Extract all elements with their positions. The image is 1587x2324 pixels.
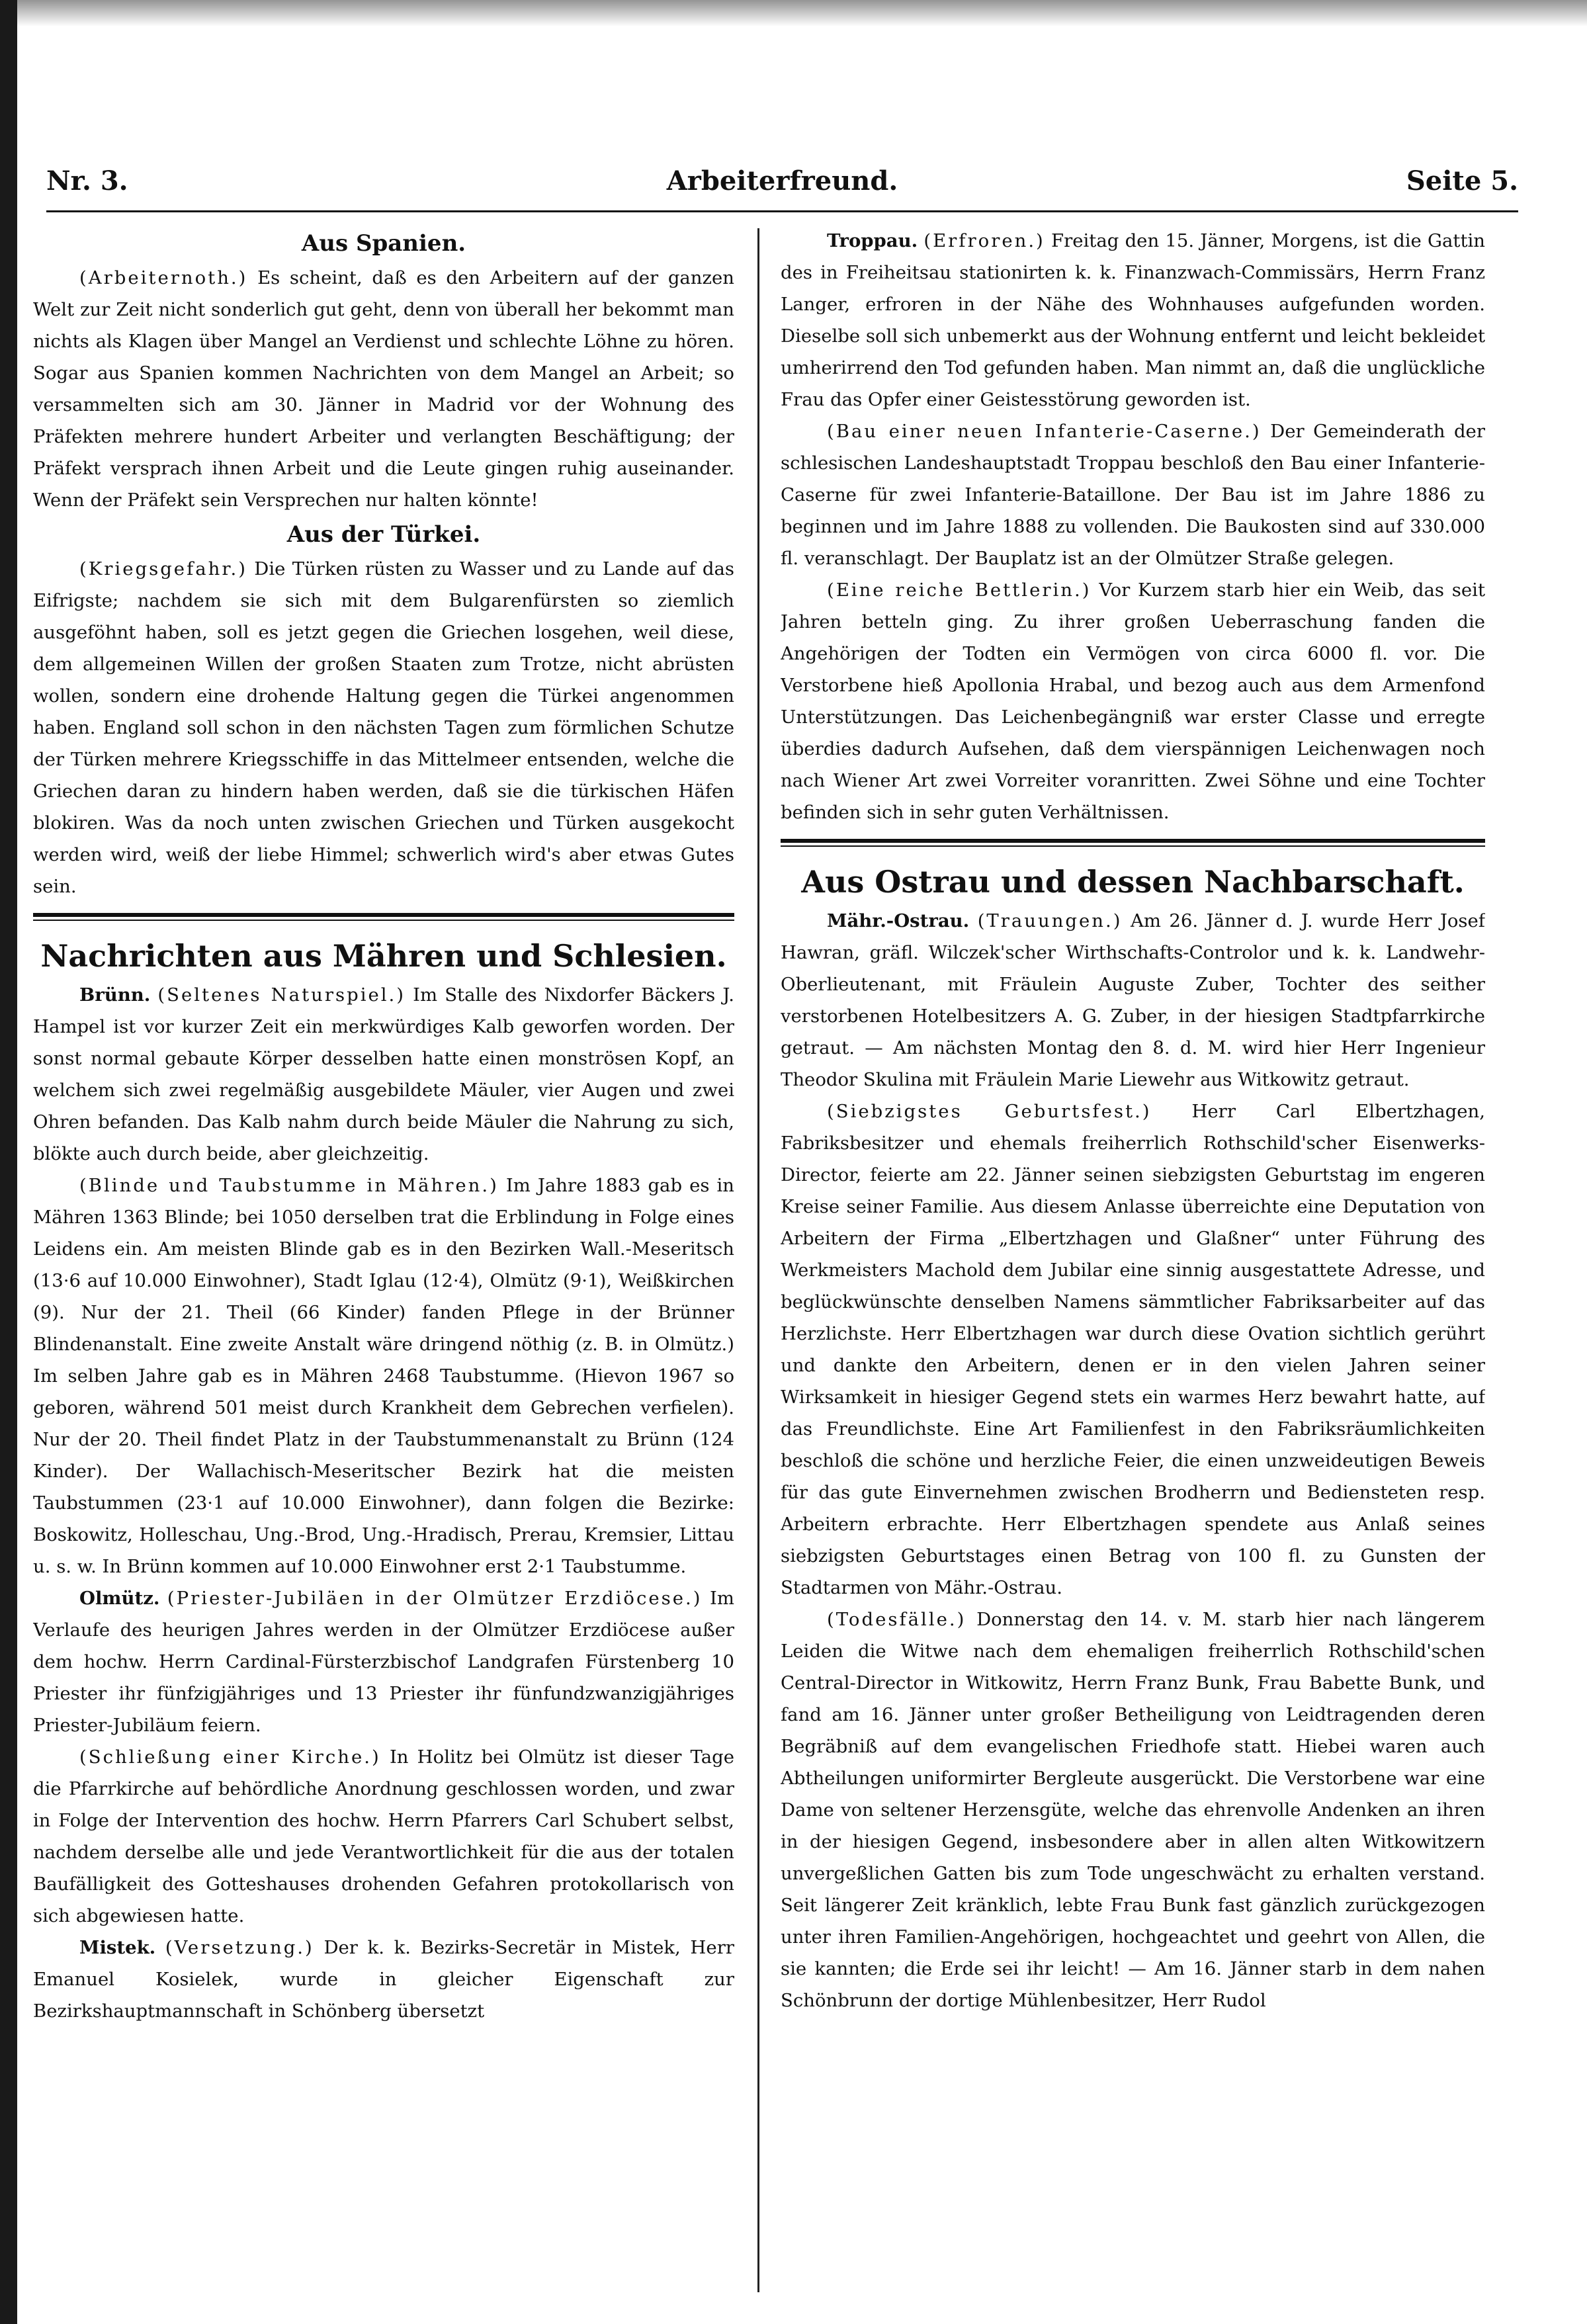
article-head: (Blinde und Taubstumme in Mähren.) [79, 1175, 499, 1196]
article-text: Es scheint, daß es den Arbeitern auf der ganzen Welt zur Zeit nicht sonderlich gut geht, denn von überall her bekommt man nichts als Klagen über Mangel an Verdienst und schlechte Löhne zu hören. Sogar aus Spanien kommen Nachrichten von dem Mangel an Arbeit; so versammelten sich am 30. Jänner in Madrid vor der Wohnung des Präfekten mehrere hundert Arbeiter und verlangten Beschäftigung; der Präfekt versprach ihnen Arbeit und die Leute gingen ruhig auseinander. Wenn der Präfekt sein Versprechen nur halten könnte! [33, 267, 734, 511]
article-head: (Schließung einer Kirche.) [79, 1746, 381, 1768]
article-mistek [33, 1932, 734, 2027]
section-title-spain: Aus Spanien. [301, 230, 466, 257]
page-number: Seite 5. [1406, 165, 1518, 196]
place-name: Brünn. [79, 984, 151, 1006]
article-text: Vor Kurzem starb hier ein Weib, das seit Jahren betteln ging. Zu ihrer großen Ueberraschung fanden die Angehörigen der Todten ein Vermögen von circa 6000 fl. vor. Die Verstorbene hieß Apollonia Hrabal, und bezog auch aus dem Armenfond Unterstützungen. Das Leichenbegängniß war erster Classe und erregte überdies dadurch Aufsehen, daß dem vierspännigen Leichenwagen noch nach Wiener Art zwei Vorreiter voranritten. Zwei Söhne und eine Tochter befinden sich in sehr guten Verhältnissen. [781, 580, 1485, 823]
article-ostrau-weddings [781, 905, 1485, 1096]
article-head: (Seltenes Naturspiel.) [157, 984, 406, 1006]
article-text: Im Jahre 1883 gab es in Mähren 1363 Blinde; bei 1050 derselben trat die Erblindung in Folge eines Leidens ein. Am meisten Blinde gab es in den Bezirken Wall.-Meseritsch (13·6 auf 10.000 Einwohner), Stadt Iglau (12·4), Olmütz (9·1), Weißkirchen (9). Nur der 21. Theil (66 Kinder) fanden Pflege in der Brünner Blindenanstalt. Eine zweite Anstalt wäre dringend nöthig (z. B. in Olmütz.) Im selben Jahre gab es in Mähren 2468 Taubstumme. (Hievon 1967 so geboren, während 501 meist durch Krankheit dem Gebrechen verfielen). Nur der 20. Theil findet Platz in der Taubstummenanstalt zu Brünn (124 Kinder). Der Wallachisch-Meseritscher Bezirk hat die meisten Taubstummen (23·1 auf 10.000 Einwohner), dann folgen die Bezirke: Boskowitz, Holleschau, Ung.-Brod, Ung.-Hradisch, Prerau, Kremsier, Littau u. s. w. In Brünn kommen auf 10.000 Einwohner erst 2·1 Taubstumme. [33, 1175, 734, 1577]
article-text: In Holitz bei Olmütz ist dieser Tage die Pfarrkirche auf behördliche Anordnung geschlossen worden, und zwar in Folge der Intervention des hochw. Herrn Pfarrers Carl Schubert selbst, nachdem derselbe alle und jede Verantwortlichkeit für die aus der totalen Baufälligkeit des Gotteshauses drohenden Gefahren protokollarisch von sich abgewiesen hatte. [33, 1746, 734, 1926]
article-head: (Eine reiche Bettlerin.) [827, 580, 1092, 601]
article-head: (Bau einer neuen Infanterie-Caserne.) [827, 421, 1262, 442]
scan-top-edge [0, 0, 1587, 26]
article-troppau-beggar [781, 574, 1485, 828]
article-text: Am 26. Jänner d. J. wurde Herr Josef Hawran, gräfl. Wilczek'scher Wirthschafts-Controlor und k. k. Landwehr-Oberlieutenant, mit Fräulein Auguste Zuber, Tochter des seither verstorbenen Hotelbesitzers A. G. Zuber, in der hiesigen Stadtpfarrkirche getraut. — Am nächsten Montag den 8. d. M. wird hier Herr Ingenieur Theodor Skulina mit Fräulein Marie Liewehr aus Witkowitz getraut. [781, 910, 1485, 1090]
article-olmuetz-church [33, 1741, 734, 1932]
article-head: (Versetzung.) [165, 1937, 314, 1958]
article-text: Freitag den 15. Jänner, Morgens, ist die Gattin des in Freiheitsau stationirten k. k. Finanzwach-Commissärs, Herrn Franz Langer, erfroren in der Nähe des Wohnhauses aufgefunden worden. Dieselbe soll sich unbemerkt aus der Wohnung entfernt und leicht bekleidet umherirrend den Tod gefunden haben. Man nimmt an, daß die unglückliche Frau das Opfer einer Geistesstörung geworden ist. [781, 230, 1485, 410]
article-head: (Todesfälle.) [827, 1609, 966, 1630]
paper-title: Arbeiterfreund. [666, 165, 898, 196]
article-turkey [33, 553, 734, 902]
page-header [46, 165, 1518, 205]
article-text: Herr Carl Elbertzhagen, Fabriksbesitzer und ehemals freiherrlich Rothschild'scher Eisenwerks-Director, feierte am 22. Jänner seinen siebzigsten Geburtstag im engeren Kreise seiner Familie. Aus diesem Anlasse überreichte eine Deputation von Arbeitern der Firma „Elbertzhagen und Glaßner“ unter Führung des Werkmeisters Machold dem Jubilar eine sinnig ausgestattete Adresse, und beglückwünschte denselben Namens sämmtlicher Fabriksarbeiter auf das Herzlichste. Herr Elbertzhagen war durch diese Ovation sichtlich gerührt und dankte den Arbeitern, denen er in den vielen Jahren seiner Wirksamkeit in hiesiger Gegend stets ein warmes Herz bewahrt hatte, auf das Freundlichste. Eine Art Familienfest in den Fabriksräumlichkeiten beschloß die schöne und herzliche Feier, die einen unzweideutigen Beweis für das gute Einvernehmen zwischen Brodherrn und Bediensteten resp. Arbeitern erbrachte. Herr Elbertzhagen spendete aus Anlaß seines siebzigsten Geburtstages einen Betrag von 100 fl. zu Gunsten der Stadtarmen von Mähr.-Ostrau. [781, 1101, 1485, 1598]
place-name: Troppau. [827, 230, 918, 251]
left-column [33, 225, 734, 2315]
article-ostrau-birthday [781, 1096, 1485, 1604]
article-bruenn-blind [33, 1170, 734, 1582]
right-column [781, 225, 1485, 2315]
article-head: (Erfroren.) [923, 230, 1045, 251]
article-troppau-barracks [781, 415, 1485, 574]
column-divider [757, 228, 759, 2292]
place-name: Mähr.-Ostrau. [827, 910, 970, 931]
issue-number: Nr. 3. [46, 165, 128, 196]
section-title-ostrau: Aus Ostrau und dessen Nachbarschaft. [801, 864, 1465, 900]
article-text: Der k. k. Bezirks-Secretär in Mistek, Herr Emanuel Kosielek, wurde in gleicher Eigenschaft zur Bezirkshauptmannschaft in Schönberg übersetzt [33, 1937, 734, 2022]
article-head: (Trauungen.) [977, 910, 1123, 931]
article-bruenn-calf [33, 979, 734, 1170]
header-rule [46, 210, 1518, 212]
article-head: (Priester-Jubiläen in der Olmützer Erzdiöcese.) [167, 1588, 703, 1609]
article-ostrau-deaths [781, 1604, 1485, 2016]
article-head: (Arbeiternoth.) [79, 267, 248, 288]
place-name: Olmütz. [79, 1588, 160, 1609]
section-rule [781, 839, 1485, 847]
article-text: Die Türken rüsten zu Wasser und zu Lande auf das Eifrigste; nachdem sie sich mit dem Bulgarenfürsten so ziemlich ausgeföhnt haben, soll es jetzt gegen die Griechen losgehen, weil diese, dem allgemeinen Willen der großen Staaten zum Trotze, nicht abrüsten wollen, sondern eine drohende Haltung gegen die Türkei angenommen haben. England soll schon in den nächsten Tagen zum förmlichen Schutze der Türken mehrere Kriegsschiffe in das Mittelmeer entsenden, welche die Griechen daran zu hindern haben werden, daß sie die türkischen Häfen blokiren. Was da noch unten zwischen Griechen und Türken ausgekocht werden wird, weiß der liebe Himmel; schwerlich wird's aber etwas Gutes sein. [33, 558, 734, 897]
scan-left-edge [0, 0, 17, 2324]
article-text: Donnerstag den 14. v. M. starb hier nach längerem Leiden die Witwe nach dem ehemaligen freiherrlich Rothschild'schen Central-Director in Witkowitz, Herrn Franz Bunk, Frau Babette Bunk, und fand am 16. Jänner unter großer Betheiligung von Leidtragenden deren Begräbniß auf dem evangelischen Friedhofe statt. Hiebei waren auch Abtheilungen uniformirter Bergleute ausgerückt. Die Verstorbene war eine Dame von seltener Herzensgüte, welche das ehrenvolle Andenken an ihren in der hiesigen Gegend, insbesondere aber in allen alten Witkowitzern unvergeßlichen Gatten bis zum Tode ungeschwächt zu erhalten verstand. Seit längerer Zeit kränklich, lebte Frau Bunk fast gänzlich zurückgezogen unter ihren Familien-Angehörigen, hochgeachtet und geehrt von Allen, die sie kannten; die Erde sei ihr leicht! — Am 16. Jänner starb in dem nahen Schönbrunn der dortige Mühlenbesitzer, Herr Rudol [781, 1609, 1485, 2011]
section-title-turkey: Aus der Türkei. [286, 521, 481, 548]
article-olmuetz-jubilee [33, 1582, 734, 1741]
article-head: (Siebzigstes Geburtsfest.) [827, 1101, 1152, 1122]
section-rule [33, 913, 734, 921]
article-troppau-frozen [781, 225, 1485, 415]
article-head: (Kriegsgefahr.) [79, 558, 247, 580]
section-title-moravia: Nachrichten aus Mähren und Schlesien. [40, 938, 727, 974]
article-text: Der Gemeinderath der schlesischen Landeshauptstadt Troppau beschloß den Bau einer Infanterie-Caserne für zwei Infanterie-Bataillone. Der Bau ist im Jahre 1886 zu beginnen und im Jahre 1888 zu vollenden. Die Baukosten sind auf 330.000 fl. veranschlagt. Der Bauplatz ist an der Olmützer Straße gelegen. [781, 421, 1485, 569]
article-text: Im Stalle des Nixdorfer Bäckers J. Hampel ist vor kurzer Zeit ein merkwürdiges Kalb geworfen worden. Der sonst normal gebaute Körper desselben hatte einen monströsen Kopf, an welchem sich zwei regelmäßig ausgebildete Mäuler, vier Augen und zwei Ohren befanden. Das Kalb nahm durch beide Mäuler die Nahrung zu sich, blökte auch durch beide, aber gleichzeitig. [33, 984, 734, 1164]
article-text: Im Verlaufe des heurigen Jahres werden in der Olmützer Erzdiöcese außer dem hochw. Herrn Cardinal-Fürsterzbischof Landgrafen Fürstenberg 10 Priester ihr fünfzigjähriges und 13 Priester ihr fünfundzwanzigjähriges Priester-Jubiläum feiern. [33, 1588, 734, 1736]
place-name: Mistek. [79, 1937, 156, 1958]
article-spain [33, 262, 734, 516]
